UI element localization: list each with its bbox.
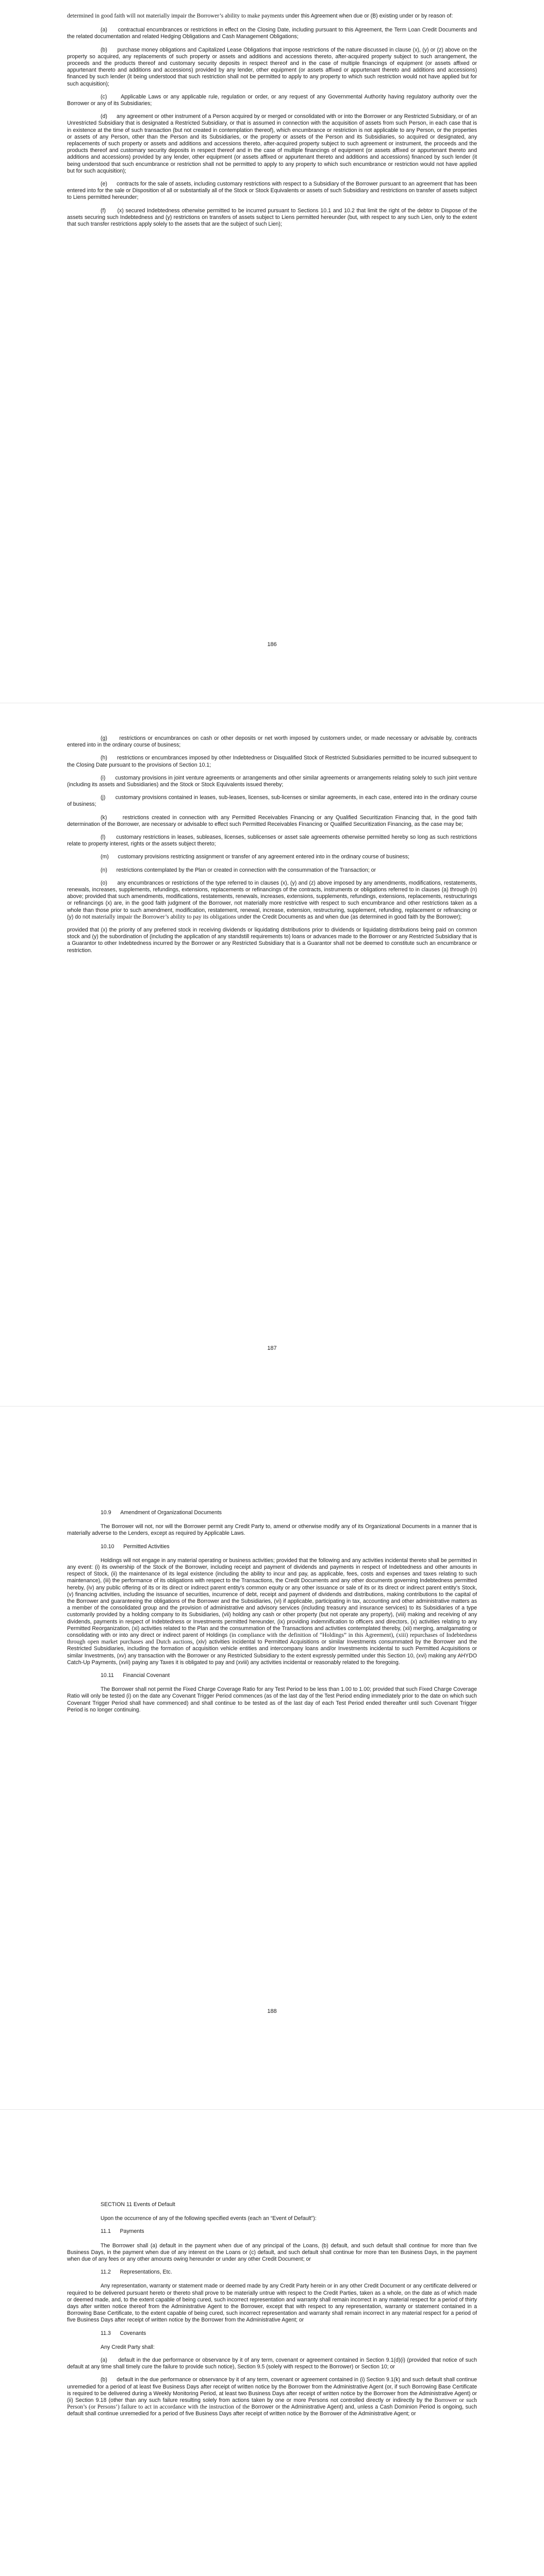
page-body <box>67 1510 477 1720</box>
clause-e: (e) contracts for the sale of assets, including customary restrictions with respect to a Subsidiary of the Borrower pursuant to an agreement that has been entered into for the sale or Disposition of all or substantially all of the Stock or Stock Equivalents or assets of such Subsidiary and restrictions on transfer of assets subject to Liens permitted hereunder; <box>67 181 477 201</box>
document-page-186 <box>0 0 544 703</box>
page-number: 186 <box>267 641 277 648</box>
clause-k: (k) restrictions created in connection with any Permitted Receivables Financing or any Qualified Securitization Financing that, in the good faith determination of the Borrower, are necessary or advisable to effect such Permitted Receivables Financing or Qualified Securitization Financing, as the case may be; <box>67 814 477 827</box>
proviso-paragraph: provided that (x) the priority of any preferred stock in receiving dividends or liquidating distributions prior to dividends or liquidating distributions being paid on common stock and (y) the subordination of (including the application of any standstill requirements to) loans or advances made to the Borrower or any Restricted Subsidiary that is a Guarantor to other Indebtedness incurred by the Borrower or any Restricted Subsidiary that is a Guarantor shall not be deemed to constitute such an encumbrance or restriction. <box>67 927 477 954</box>
clause-g: (g) restrictions or encumbrances on cash or other deposits or net worth imposed by customers under, or made necessary or advisable by, contracts entered into in the ordinary course of business; <box>67 735 477 749</box>
clause-h: (h) restrictions or encumbrances imposed by other Indebtedness or Disqualified Stock of Restricted Subsidiaries permitted to be incurred subsequent to the Closing Date pursuant to the provisions of Section 10.1; <box>67 755 477 768</box>
section-11-1-body: The Borrower shall (a) default in the payment when due of any principal of the Loans, (b) default, and such default shall continue for more than five Business Days, in the payment when due of any interest on the Loans or (c) default, and such default shall continue for more than ten Business Days, in the payment when due of any fees or any other amounts owing hereunder or under any other Credit Document; or <box>67 2242 477 2263</box>
page-body <box>67 2201 477 2424</box>
section-10-10-text-a: Holdings will not engage in any material operating or business activities; provided that the following and any activities incidental thereto shall be permitted in any event: (i) its ownership of the Stock of the Borrower, including receipt and payment of dividends and payments in respect of Indebtedness and other amounts in respect of Stock, (ii) the maintenance of its legal existence (including the ability to incur and pay, as applicable, fees, costs and expenses and taxes relating to such maintenance), (iii) the performance of its obligations with respect to the Transactions, the Credit Documents and any other documents governing Indebtedness permitted hereby, (iv) any public offering of its or its direct or indirect parent entity’s common equity or any other issuance or sale of its or its direct or indirect parent entity’s Stock, (v) financing activities, including the issuance of securities, incurrence of debt, receipt and payment of dividends and distributions, making contributions to the capital of the Borrower and guaranteeing the obligations of the Borrower and the Subsidiaries, (vi) if applicable, participating in tax, accounting and other administrative matters as a member of the consolidated group and the provision of administrative and advisory services (including treasury and insurance services) to its Subsidiaries of a type customarily provided by a holding company to its Subsidiaries, (vii) holding any cash or other property (but not operate any property), (viii) making and receiving of any dividends, payments in respect of Indebtedness or Investments permitted hereunder, (ix) providing indemnification to officers and directors, (x) activities relating to any Permitted Reorganization, (xi) activities related to the Plan and the consummation of the Transactions and activities contemplated thereby, (xii) merging, amalgamating or consolidating with or into any direct or indirect parent of Holdings <box>67 1557 477 1639</box>
page-number: 188 <box>267 2008 277 2014</box>
lead-rest-text: under this Agreement when due or (B) existing under or by reason of: <box>285 13 453 19</box>
clause-o-serif-text: materially impair the Borrower’s ability to pay its obligations <box>91 913 238 920</box>
lead-paragraph <box>67 13 477 20</box>
section-10-10-text-b: (xiv) activities incidental to Permitted Acquisitions or similar Investments consummated by the Borrower and the Restricted Subsidiaries, including the formation of acquisition vehicle entities and intercompany loans and/or Investments incidental to such Permitted Acquisitions or similar Investments, (xv) any transaction with the Borrower or any Restricted Subsidiary to the extent expressly permitted under this Section 10, (xvi) making any AHYDO Catch-Up Payments, (xvii) paying any Taxes it is obligated to pay and (xviii) any activities incidental or reasonably related to the foregoing. <box>67 1639 477 1666</box>
clause-j: (j) customary provisions contained in leases, sub-leases, licenses, sub-licenses or similar agreements, in each case, entered into in the ordinary course of business; <box>67 794 477 808</box>
clause-i: (i) customary provisions in joint venture agreements or arrangements and other similar agreements or arrangements relating solely to such joint venture (including its assets and Subsidiaries) and the Stock or Stock Equivalents issued thereby; <box>67 774 477 788</box>
section-11-heading: SECTION 11 Events of Default <box>101 2201 175 2208</box>
section-11-3-b-text: (b) default in the due performance or observance by it of any term, covenant or agreement contained in (i) Section 9.1(k) and such default shall continue unremedied for a period of at least five Business Days after receipt of written notice by the Borrower from the Administrative Agent (or, if such Borrowing Base Certificate is required to be delivered during a Weekly Monitoring Period, at least two Business Days after receipt of written notice by the Borrower from the Administrative Agent) or (ii) Section 9.18 (other than any such failure resulting solely from actions taken by one or more Persons not controlled directly or indirectly by the <box>67 2377 477 2404</box>
clause-a: (a) contractual encumbrances or restrictions in effect on the Closing Date, including pursuant to this Agreement, the Term Loan Credit Documents and the related documentation and related Hedging Obligations and Cash Management Obligations; <box>67 27 477 40</box>
section-11-intro: Upon the occurrence of any of the following specified events (each an “Event of Default”): <box>101 2215 317 2222</box>
clause-m: (m) customary provisions restricting assignment or transfer of any agreement entered into in the ordinary course of business; <box>101 854 409 860</box>
section-11-3-intro: Any Credit Party shall: <box>101 2344 155 2350</box>
section-11-3-b-tail-text: Borrower or the Administrative Agent) and, unless a Cash Dominion Period is ongoing, such default shall continue unremedied for a period of five Business Days after receipt of written notice by the Borrower of the Administrative Agent; or <box>67 2404 477 2417</box>
section-11-1-heading: 11.1 Payments <box>101 2228 144 2235</box>
section-10-10-heading: 10.10 Permitted Activities <box>101 1543 170 1550</box>
section-10-9-body: The Borrower will not, nor will the Borrower permit any Credit Party to, amend or otherwise modify any of its Organizational Documents in a manner that is materially adverse to the Lenders, except as required by Applicable Laws. <box>67 1523 477 1537</box>
document-page-188 <box>0 1406 544 2110</box>
clause-l: (l) customary restrictions in leases, subleases, licenses, sublicenses or asset sale agreements otherwise permitted hereby so long as such restrictions relate to property interest, rights or the assets subject thereto; <box>67 834 477 848</box>
clause-c: (c) Applicable Laws or any applicable rule, regulation or order, or any request of any Governmental Authority having regulatory authority over the Borrower or any of its Subsidiaries; <box>67 93 477 107</box>
clause-o-text: (o) any encumbrances or restrictions of the type referred to in clauses (x), (y) and (z) above imposed by any amendments, modifications, restatements, renewals, increases, supplements, refundings, extensions, replacements or refinancings of the contracts, instruments or obligations referred to in clauses (a) through (n) above; provided that such amendments, modifications, restatements, renewals, increases, extensions, supplements, refundings, extensions, replacements, restructurings or refinancings (x) are, in the good faith judgment of the Borrower, not materially more restrictive with respect to such encumbrance and other restrictions taken as a whole than those prior to such amendment, modification, restatement, renewal, increase, extension, restructuring, supplement, refunding, replacement or refinancing or (y) do not <box>67 879 477 920</box>
section-10-11-heading: 10.11 Financial Covenant <box>101 1672 170 1679</box>
clause-o <box>67 880 477 921</box>
page-body <box>67 13 477 234</box>
section-11-2-body: Any representation, warranty or statement made or deemed made by any Credit Party herein or in any other Credit Document or any certificate delivered or required to be delivered pursuant hereto or thereto shall prove to be materially untrue with respect to the Credit Parties, taken as a whole, on the date as of which made or deemed made, and, to the extent capable of being cured, such incorrect representation and warranty shall remain incorrect in any material respect for a period of thirty days after written notice thereof from the Administrative Agent to the Borrower, except that with respect to any representation, warranty or statement contained in a Borrowing Base Certificate, to the extent capable of being cured, such incorrect representation and warranty shall remain incorrect in any material respect for a period of five Business Days after receipt of written notice by the Borrower from the Administrative Agent; or <box>67 2283 477 2324</box>
clause-n: (n) restrictions contemplated by the Plan or created in connection with the consummation of the Transaction; or <box>101 867 376 873</box>
clause-o-tail-text: under the Credit Documents as and when due (as determined in good faith by the Borrower); <box>237 913 462 920</box>
section-10-10-serif-text: (in compliance with the definition of “Holdings” in this Agreement), (xiii) repurchases of Indebtedness through open market purchases and Dutch auctions, <box>67 1632 477 1646</box>
page-body <box>67 735 477 960</box>
section-10-9-heading: 10.9 Amendment of Organizational Documents <box>101 1510 222 1516</box>
section-11-2-heading: 11.2 Representations, Etc. <box>101 2269 172 2276</box>
clause-b: (b) purchase money obligations and Capitalized Lease Obligations that impose restrictions of the nature discussed in clause (x), (y) or (z) above on the property so acquired, any replacements of such property or assets and additions and accessions thereto, after-acquired property subject to such arrangement, the proceeds and the products thereof and customary security deposits in respect thereof and in the case of multiple financings of equipment (or assets affixed or appurtenant thereto and additions and accessions) provided by any lender, other equipment (or assets affixed or appurtenant thereto and additions and accessions) financed by such lender (it being understood that such restriction shall not be permitted to apply to any property to which such restriction would not have applied but for such acquisition); <box>67 46 477 87</box>
clause-f: (f) (x) secured Indebtedness otherwise permitted to be incurred pursuant to Sections 10.1 and 10.2 that limit the right of the debtor to Dispose of the assets securing such Indebtedness and (y) restrictions on transfers of assets subject to Liens permitted hereunder (but, with respect to any such Lien, only to the extent that such transfer restrictions apply solely to the assets that are the subject of such Lien); <box>67 207 477 228</box>
section-10-10-body <box>67 1557 477 1666</box>
lead-serif-text: determined in good faith will not materially impair the Borrower’s ability to make payments <box>67 13 286 19</box>
section-10-11-body: The Borrower shall not permit the Fixed Charge Coverage Ratio for any Test Period to be less than 1.00 to 1.00; provided that such Fixed Charge Coverage Ratio will only be tested (i) on the date any Covenant Trigger Period commences (as of the last day of the Test Period ending immediately prior to the date on which such Covenant Trigger Period shall have commenced) and shall continue to be tested as of the last day of each Test Period ended thereafter until such Covenant Trigger Period is no longer continuing. <box>67 1686 477 1713</box>
section-11-3-b-serif-text: Borrower or such Person’s (or Persons’) failure to act in accordance with the instruction of the <box>67 2397 477 2411</box>
section-11-3-a: (a) default in the due performance or observance by it of any term, covenant or agreement contained in Section 9.1(d)(i) (provided that notice of such default at any time shall timely cure the failure to provide such notice), Section 9.5 (solely with respect to the Borrower) or Section 10; or <box>67 2357 477 2370</box>
document-page-187 <box>0 703 544 1406</box>
document-page-189 <box>0 2110 544 2576</box>
section-11-3-heading: 11.3 Covenants <box>101 2330 146 2336</box>
page-number: 187 <box>267 1345 277 1351</box>
clause-d: (d) any agreement or other instrument of a Person acquired by or merged or consolidated with or into the Borrower or any Restricted Subsidiary, or of an Unrestricted Subsidiary that is designated a Restricted Subsidiary, or that is assumed in connection with the acquisition of assets from such Person, in each case that is in existence at the time of such transaction (but not created in contemplation thereof), which encumbrance or restriction is not applicable to any Person, or the properties or assets of any Person, other than the Person and its Subsidiaries, or the property or assets of the Person and its Subsidiaries, so acquired or designated, any replacements of such property or assets and additions and accessions thereto, after-acquired property subject to such agreement or instrument, the proceeds and the products thereof and customary security deposits in respect thereof and in the case of multiple financings of equipment (or assets affixed or appurtenant thereto and additions and accessions) provided by any lender, other equipment (or assets affixed or appurtenant thereto and additions and accessions) financed by such lender (it being understood that such encumbrance or restriction shall not be permitted to apply to any property to which such encumbrance or restriction would not have applied but for such acquisition); <box>67 113 477 174</box>
section-11-3-b <box>67 2377 477 2417</box>
